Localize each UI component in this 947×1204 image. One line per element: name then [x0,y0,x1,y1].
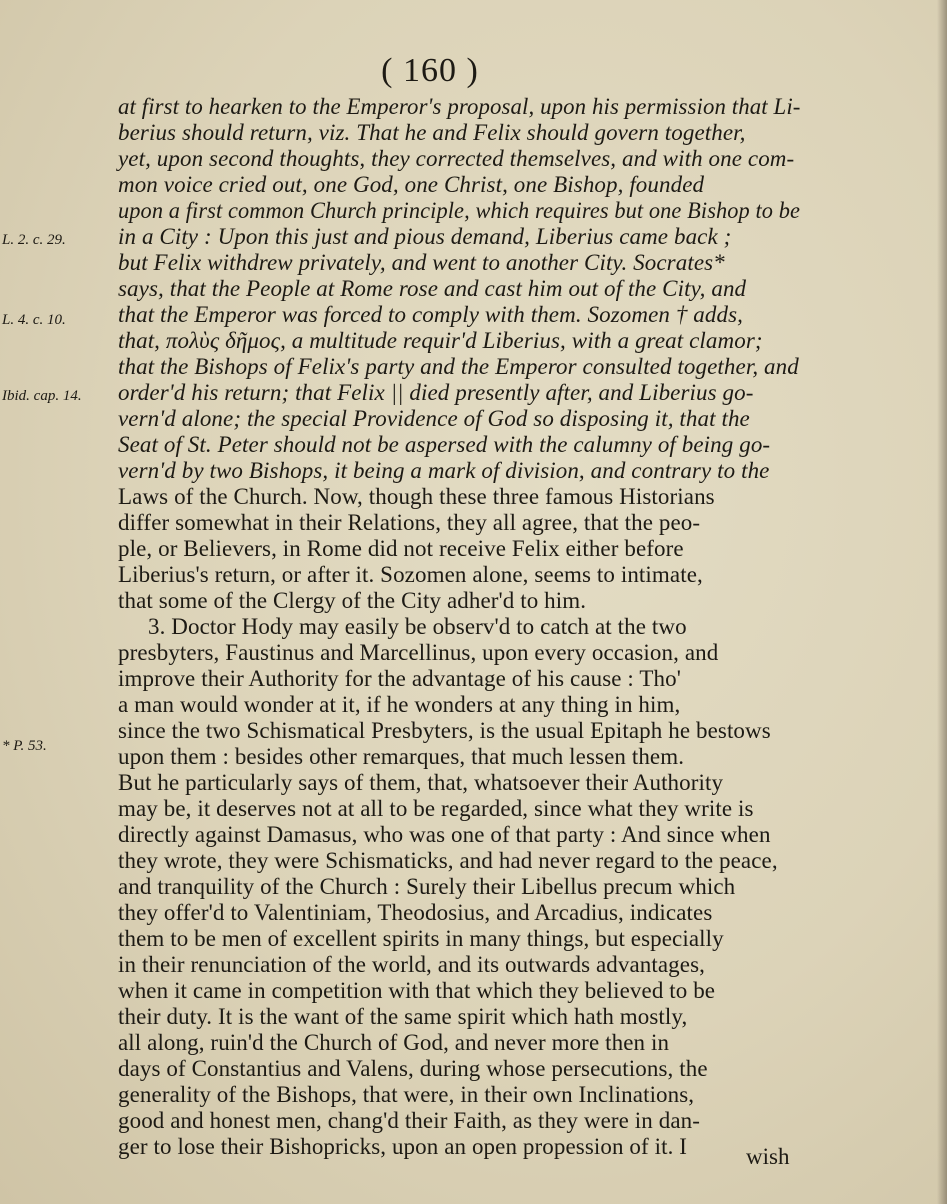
text-line-37: all along, ruin'd the Church of God, and never more then in [118,1030,670,1055]
text-line-5: upon a first common Church principle, which requires but one Bishop to be [118,198,801,223]
text-line-35: when it came in competition with that which they believed to be [118,978,716,1003]
text-line-10: that, πολὺς δῆμος, a multitude requir'd Liberius, with a great clamor; [118,328,763,353]
text-line-34: in their renunciation of the world, and its outwards advantages, [118,952,705,977]
text-line-8: says, that the People at Rome rose and cast him out of the City, and [118,276,747,301]
text-line-31: and tranquility of the Church : Surely their Libellus precum which [118,874,736,899]
page-number: ( 160 ) [381,52,479,89]
text-line-36: their duty. It is the want of the same spirit which hath mostly, [118,1004,688,1029]
text-line-16: Laws of the Church. Now, though these three famous Historians [118,484,715,509]
text-line-33: them to be men of excellent spirits in many things, but especially [118,926,724,951]
margin-note-1: L. 2. c. 29. [2,232,66,248]
text-line-41: ger to lose their Bishopricks, upon an open propession of it. I [118,1134,688,1159]
text-line-17: differ somewhat in their Relations, they all agree, that the peo- [118,510,701,535]
page-edge-shadow [937,0,947,1204]
text-line-38: days of Constantius and Valens, during whose persecutions, the [118,1056,708,1081]
text-line-40: good and honest men, chang'd their Faith, as they were in dan- [118,1108,700,1133]
text-line-13: vern'd alone; the special Providence of God so disposing it, that the [118,406,750,431]
text-line-14: Seat of St. Peter should not be aspersed with the calumny of being go- [118,432,771,457]
text-line-15: vern'd by two Bishops, it being a mark of division, and contrary to the [118,458,770,483]
text-line-3: yet, upon second thoughts, they corrected themselves, and with one com- [118,146,795,171]
text-line-12: order'd his return; that Felix || died presently after, and Liberius go- [118,380,754,405]
catchword: wish [746,1144,790,1169]
margin-note-4: * P. 53. [2,738,47,754]
text-line-4: mon voice cried out, one God, one Christ, one Bishop, founded [118,172,705,197]
text-line-2: berius should return, viz. That he and Felix should govern together, [118,120,746,145]
text-line-21: 3. Doctor Hody may easily be observ'd to catch at the two [148,614,687,639]
text-line-9: that the Emperor was forced to comply with them. Sozomen † adds, [118,302,743,327]
text-line-20: that some of the Clergy of the City adher'd to him. [118,588,587,613]
text-line-1: at first to hearken to the Emperor's proposal, upon his permission that Li- [118,94,801,119]
text-line-19: Liberius's return, or after it. Sozomen alone, seems to intimate, [118,562,703,587]
margin-note-2: L. 4. c. 10. [2,312,66,328]
text-line-11: that the Bishops of Felix's party and the Emperor consulted together, and [118,354,799,379]
text-line-24: a man would wonder at it, if he wonders at any thing in him, [118,692,681,717]
text-line-32: they offer'd to Valentiniam, Theodosius, and Arcadius, indicates [118,900,713,925]
text-line-28: may be, it deserves not at all to be regarded, since what they write is [118,796,754,821]
margin-note-3: Ibid. cap. 14. [2,388,82,404]
text-line-26: upon them : besides other remarques, that much lessen them. [118,744,685,769]
text-line-29: directly against Damasus, who was one of that party : And since when [118,822,771,847]
text-line-27: But he particularly says of them, that, whatsoever their Authority [118,770,724,795]
text-line-22: presbyters, Faustinus and Marcellinus, upon every occasion, and [118,640,719,665]
text-line-39: generality of the Bishops, that were, in their own Inclinations, [118,1082,695,1107]
text-line-23: improve their Authority for the advantage of his cause : Tho' [118,666,681,691]
text-line-30: they wrote, they were Schismaticks, and had never regard to the peace, [118,848,778,873]
text-line-18: ple, or Believers, in Rome did not receive Felix either before [118,536,684,561]
text-line-25: since the two Schismatical Presbyters, is the usual Epitaph he bestows [118,718,771,743]
text-line-6: in a City : Upon this just and pious demand, Liberius came back ; [118,224,732,249]
text-line-7: but Felix withdrew privately, and went to another City. Socrates* [118,250,725,275]
